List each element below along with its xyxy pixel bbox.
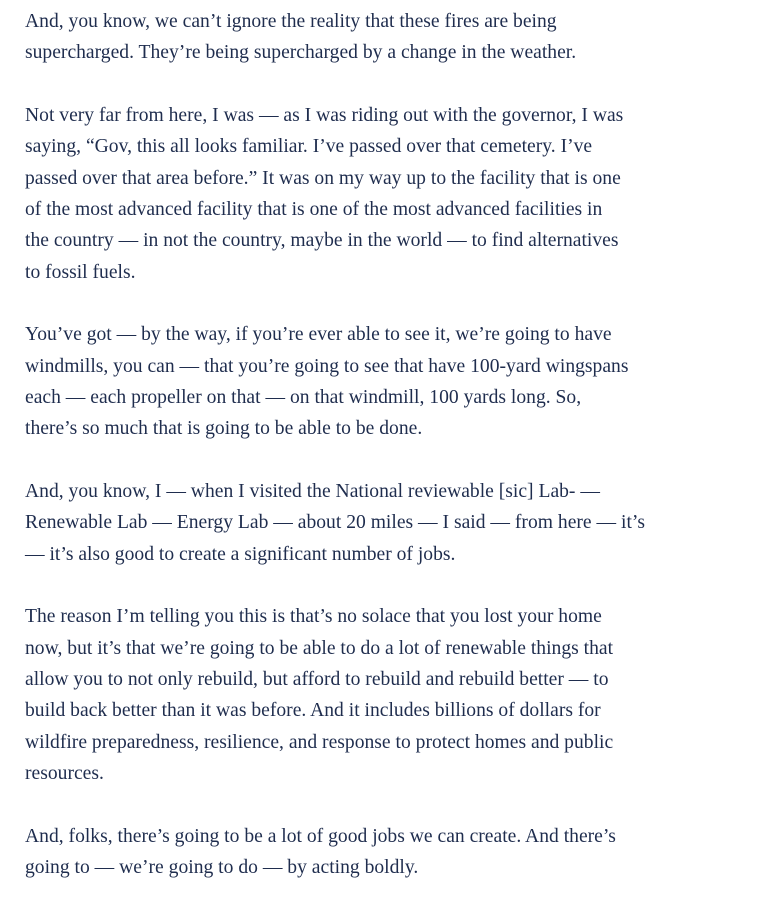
transcript-body xyxy=(25,6,765,914)
text-line: there’s so much that is going to be able to be done. xyxy=(25,418,423,440)
text-line: going to — we’re going to do — by acting boldly. xyxy=(25,856,419,878)
text-line: allow you to not only rebuild, but afford to rebuild and rebuild better — to xyxy=(25,668,609,690)
paragraph-renewable-lab xyxy=(25,476,765,570)
text-line: to fossil fuels. xyxy=(25,261,136,283)
text-line: And, you know, I — when I visited the National reviewable [sic] Lab- — xyxy=(25,480,600,502)
text-line: windmills, you can — that you’re going to see that have 100-yard wingspans xyxy=(25,355,629,377)
text-line: passed over that area before.” It was on my way up to the facility that is one xyxy=(25,167,621,189)
text-line: Not very far from here, I was — as I was riding out with the governor, I was xyxy=(25,104,624,126)
text-line: Renewable Lab — Energy Lab — about 20 miles — I said — from here — it’s xyxy=(25,512,645,534)
paragraph-climate-fires xyxy=(25,6,765,69)
paragraph-windmills xyxy=(25,319,765,445)
paragraph-rebuild-better xyxy=(25,601,765,789)
text-line: You’ve got — by the way, if you’re ever able to see it, we’re going to have xyxy=(25,324,612,346)
paragraph-facility-visit xyxy=(25,100,765,288)
text-line: saying, “Gov, this all looks familiar. I’ve passed over that cemetery. I’ve xyxy=(25,136,593,158)
paragraph-good-jobs xyxy=(25,821,765,884)
text-line: wildfire preparedness, resilience, and response to protect homes and public xyxy=(25,731,614,753)
text-line: And, you know, we can’t ignore the reality that these fires are being xyxy=(25,11,557,32)
text-line: the country — in not the country, maybe in the world — to find alternatives xyxy=(25,230,619,252)
text-line: The reason I’m telling you this is that’s no solace that you lost your home xyxy=(25,606,602,628)
text-line: And, folks, there’s going to be a lot of good jobs we can create. And there’s xyxy=(25,825,616,847)
text-line: each — each propeller on that — on that windmill, 100 yards long. So, xyxy=(25,387,582,409)
text-line: build back better than it was before. And it includes billions of dollars for xyxy=(25,700,601,722)
text-line: resources. xyxy=(25,763,104,785)
text-line: now, but it’s that we’re going to be able to do a lot of renewable things that xyxy=(25,637,614,659)
text-line: supercharged. They’re being supercharged by a change in the weather. xyxy=(25,42,577,64)
text-line: — it’s also good to create a significant number of jobs. xyxy=(25,543,456,565)
text-line: of the most advanced facility that is one of the most advanced facilities in xyxy=(25,199,603,221)
